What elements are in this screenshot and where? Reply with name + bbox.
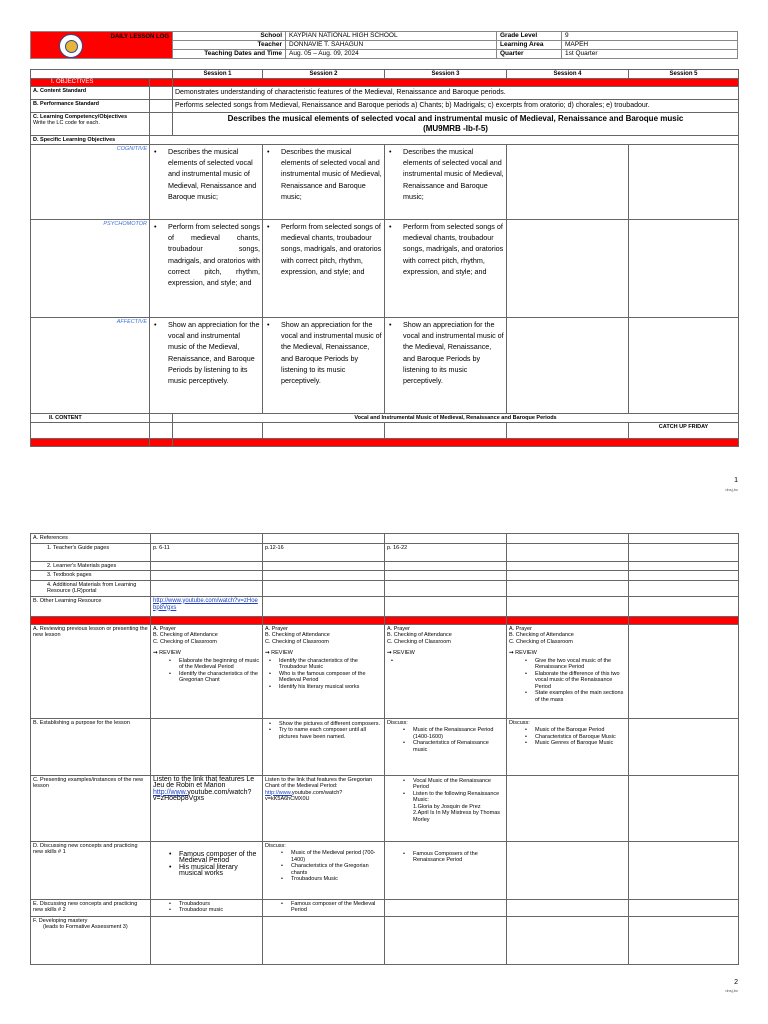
footer-code-1: dnsj,bc: [725, 487, 738, 492]
performance-standard-label: B. Performance Standard: [31, 100, 150, 113]
affective-label: AFFECTIVE: [31, 318, 150, 414]
competency: Describes the musical elements of selected vocal and instrumental music of Medieval, Renaissance and Baroque music: [227, 114, 684, 123]
competency-cell: [173, 113, 739, 136]
page-2: [0, 512, 768, 1024]
page-number-1: 1: [734, 477, 738, 484]
content-standard-label: A. Content Standard: [31, 87, 150, 100]
footer-code-2: dnsj,bc: [725, 988, 738, 993]
dates-value: Aug. 05 – Aug. 09, 2024: [286, 50, 497, 59]
f-label: F. Developing mastery (leads to Formative Assessment 3): [31, 916, 151, 964]
s2-link[interactable]: http://www.: [265, 789, 292, 796]
tg-s1: p. 6-11: [151, 543, 263, 561]
procedures-table: [30, 533, 739, 965]
olr-link[interactable]: http://www.youtube.com/watch?v=zHoebp8Vgxs: [151, 596, 263, 616]
affective-s2: • Show an appreciation for the vocal and instrumental music of the Medieval, Renaissance, and Baroque Periods by listening to its music perceptively.: [265, 319, 382, 386]
session-4-header: Session 4: [507, 70, 629, 79]
objectives-table: [30, 69, 739, 447]
a-label: A. Reviewing previous lesson or presenting the new lesson: [31, 624, 151, 718]
area-label: Learning Area: [497, 41, 562, 50]
school-label: School: [173, 32, 286, 41]
psychomotor-s2: • Perform from selected songs of medieval chants, troubadour songs, madrigals, and oratorios with correct pitch, rhythm, expression, and style; and: [265, 221, 382, 277]
cognitive-label: COGNITIVE: [31, 145, 150, 220]
objectives-heading: I. OBJECTIVES: [31, 79, 150, 87]
e-s2: • Famous composer of the Medieval Period: [263, 899, 385, 916]
d-s3: • Famous Composers of the Renaissance Period: [385, 841, 507, 899]
grade-value: 9: [562, 32, 738, 41]
e-s1: • Troubadours • Troubadour music: [151, 899, 263, 916]
affective-s3: • Show an appreciation for the vocal and instrumental music of the Medieval, Renaissance, and Baroque Periods by listening to its music perceptively.: [387, 319, 504, 386]
quarter-value: 1st Quarter: [562, 50, 738, 59]
teacher-label: Teacher: [173, 41, 286, 50]
competency-label-cell: [31, 113, 150, 136]
competency-code: (MU9MRB -Ib-f-5): [423, 124, 488, 133]
e-label: E. Discussing new concepts and practicing new skills # 2: [31, 899, 151, 916]
b-label: B. Establishing a purpose for the lesson: [31, 718, 151, 775]
cognitive-s2: • Describes the musical elements of selected vocal and instrumental music of Medieval, Renaissance and Baroque music;: [265, 146, 382, 202]
c-label: C. Presenting examples/instances of the new lesson: [31, 775, 151, 841]
specific-objectives-label: D. Specific Learning Objectives: [31, 136, 150, 145]
a-s4: A. Prayer B. Checking of Attendance C. Checking of Classroom ➞ REVIEW • Give the two vocal music of the Renaissance Period • Elaborate the difference of this two vocal music of the Renaissance Period • State examples of the main sections of the mass: [507, 624, 629, 718]
header-banner: [31, 32, 173, 59]
d-s2: Discuss: • Music of the Medieval period (700-1400) • Characteristics of the Gregorian chants • Troubadours Music: [263, 841, 385, 899]
tg-label: 1. Teacher's Guide pages: [31, 543, 151, 561]
quarter-label: Quarter: [497, 50, 562, 59]
olr-label: B. Other Learning Resource: [31, 596, 151, 616]
tb-label: 3. Textbook pages: [31, 571, 151, 581]
c-s1: Listen to the link that features Le Jeu de Robin et Marion http://www.youtube.com/watch?v=zHoebp8Vgxs: [151, 775, 263, 841]
arrow-icon: ➞: [265, 650, 270, 656]
cognitive-s3: • Describes the musical elements of selected vocal and instrumental music of Medieval, Renaissance and Baroque music;: [387, 146, 504, 202]
s1-link[interactable]: http://www.: [153, 788, 188, 796]
grade-label: Grade Level: [497, 32, 562, 41]
b-s4: Discuss: • Music of the Baroque Period • Characteristics of Baroque Music • Music Genres of Baroque Music: [507, 718, 629, 775]
cognitive-s1: • Describes the musical elements of selected vocal and instrumental music of Medieval, Renaissance and Baroque music;: [152, 146, 260, 202]
session-1-header: Session 1: [173, 70, 263, 79]
tg-s2: p.12-16: [263, 543, 385, 561]
performance-standard: Performs selected songs from Medieval, Renaissance and Baroque periods a) Chants; b) Madrigals; c) excerpts from oratorio; d) chorales; e) troubadour.: [173, 100, 739, 113]
d-label: D. Discussing new concepts and practicing new skills # 1: [31, 841, 151, 899]
school-seal-icon: [59, 34, 83, 58]
catch-up-friday: CATCH UP FRIDAY: [629, 423, 739, 439]
header-table: [30, 31, 738, 59]
page-number-2: 2: [734, 979, 738, 986]
session-5-header: Session 5: [629, 70, 739, 79]
tg-s3: p. 16-22: [385, 543, 507, 561]
content-label: II. CONTENT: [31, 414, 150, 423]
arrow-icon: ➞: [387, 650, 392, 656]
content-standard: Demonstrates understanding of characteristic features of the Medieval, Renaissance and Baroque periods.: [173, 87, 739, 100]
session-2-header: Session 2: [263, 70, 385, 79]
a-s1: A. Prayer B. Checking of Attendance C. Checking of Classroom ➞ REVIEW • Elaborate the beginning of music of the Medieval Period • Identify the characteristics of the Gregorian Chant: [151, 624, 263, 718]
teacher-value: DONNAVIE T. SAHAGUN: [286, 41, 497, 50]
competency-note: Write the LC code for each.: [33, 120, 100, 126]
arrow-icon: ➞: [509, 650, 514, 656]
affective-s1: • Show an appreciation for the vocal and instrumental music of the Medieval, Renaissance, and Baroque Periods by listening to its music perceptively.: [152, 319, 260, 386]
d-s1: • Famous composer of the Medieval Period • His musical literary musical works: [151, 841, 263, 899]
c-s2: Listen to the link that features the Gregorian Chant of the Medieval Period: http://www.youtube.com/watch?v=kK5A6hCMX0U: [263, 775, 385, 841]
a-s2: A. Prayer B. Checking of Attendance C. Checking of Classroom ➞ REVIEW • Identify the characteristics of the Troubadour Music • Who is the famous composer of the Medieval Period • Identify his literary musical works: [263, 624, 385, 718]
lm-label: 2. Learner's Materials pages: [31, 561, 151, 571]
b-s2: • Show the pictures of different composers. • Try to name each composer until all pictures have been named.: [263, 718, 385, 775]
dates-label: Teaching Dates and Time: [173, 50, 286, 59]
a-s3: A. Prayer B. Checking of Attendance C. Checking of Classroom ➞ REVIEW: [385, 624, 507, 718]
references-label: A. References: [31, 534, 151, 544]
competency-label: C. Learning Competency/Objectives: [33, 114, 128, 120]
c-s3: • Vocal Music of the Renaissance Period • Listen to the following Renaissance Music: 1.Gloria by Josquin de Prez 2.April Is In My Mistress by Thomas Morley: [385, 775, 507, 841]
am-label: 4. Additional Materials from Learning Resource (LR)portal: [31, 580, 151, 596]
arrow-icon: ➞: [153, 650, 158, 656]
psychomotor-label: PSYCHOMOTOR: [31, 220, 150, 318]
school-value: KAYPIAN NATIONAL HIGH SCHOOL: [286, 32, 497, 41]
session-3-header: Session 3: [385, 70, 507, 79]
dll-title: DAILY LESSON LOG: [110, 34, 169, 40]
b-s3: Discuss: • Music of the Renaissance Period (1400-1600) • Characteristics of Renaissance music: [385, 718, 507, 775]
psychomotor-s3: • Perform from selected songs of medieval chants, troubadour songs, madrigals, and oratorios with correct pitch, rhythm, expression, and style; and: [387, 221, 504, 277]
psychomotor-s1: • Perform from selected songs of medieval chants, troubadour songs, madrigals, and oratorios with correct pitch, rhythm, expression, and style; and: [152, 221, 260, 288]
area-value: MAPEH: [562, 41, 738, 50]
content-title: Vocal and Instrumental Music of Medieval, Renaissance and Baroque Periods: [173, 414, 739, 423]
